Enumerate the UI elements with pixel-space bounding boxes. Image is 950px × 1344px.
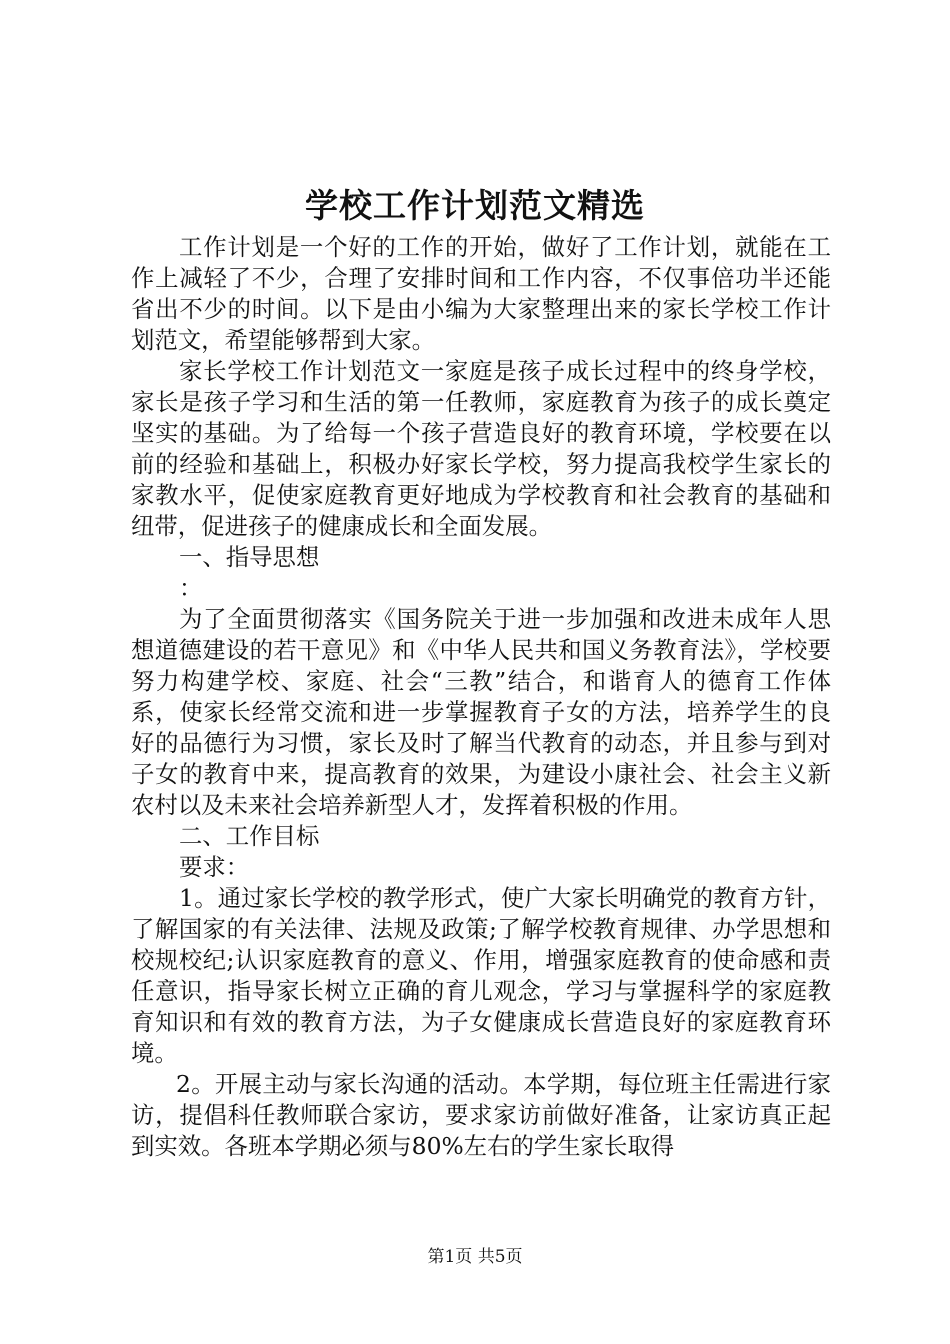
document-body	[131, 232, 831, 1162]
heading-guiding-ideology: 一、指导思想	[179, 543, 320, 571]
paragraph-requirements: 要求：	[179, 853, 250, 881]
document-title: 学校工作计划范文精选	[305, 186, 645, 225]
page-footer: 第1页 共5页	[427, 1247, 523, 1267]
paragraph-intro: 工作计划是一个好的工作的开始，做好了工作计划，就能在工作上减轻了不少，合理了安排时间和工作内容，不仅事倍功半还能省出不少的时间。以下是由小编为大家整理出来的家长学校工作计划范文，希望能够帮到大家。	[131, 233, 831, 354]
paragraph-guiding-ideology: 为了全面贯彻落实《国务院关于进一步加强和改进未成年人思想道德建设的若干意见》和《中华人民共和国义务教育法》，学校要努力构建学校、家庭、社会“三教”结合，和谐育人的德育工作体系，使家长经常交流和进一步掌握教育子女的方法，培养学生的良好的品德行为习惯，家长及时了解当代教育的动态，并且参与到对子女的教育中来，提高教育的效果，为建设小康社会、社会主义新农村以及未来社会培养新型人才，发挥着积极的作用。	[131, 605, 831, 819]
paragraph-item-2: 2。开展主动与家长沟通的活动。本学期，每位班主任需进行家访，提倡科任教师联合家访，要求家访前做好准备，让家访真正起到实效。各班本学期必须与80%左右的学生家长取得	[131, 1070, 831, 1160]
paragraph-item-1: 1。通过家长学校的教学形式，使广大家长明确党的教育方针，了解国家的有关法律、法规及政策;了解学校教育规律、办学思想和校规校纪;认识家庭教育的意义、作用，增强家庭教育的使命感和责任意识，指导家长树立正确的育儿观念，学习与掌握科学的家庭教育知识和有效的教育方法，为子女健康成长营造良好的家庭教育环境。	[131, 884, 831, 1067]
heading-work-goals: 二、工作目标	[179, 822, 320, 850]
paragraph-family-school: 家长学校工作计划范文一家庭是孩子成长过程中的终身学校，家长是孩子学习和生活的第一任教师，家庭教育为孩子的成长奠定坚实的基础。为了给每一个孩子营造良好的教育环境，学校要在以前的经验和基础上，积极办好家长学校，努力提高我校学生家长的家教水平，促使家庭教育更好地成为学校教育和社会教育的基础和纽带，促进孩子的健康成长和全面发展。	[131, 357, 831, 540]
paragraph-colon: ：	[179, 574, 203, 602]
